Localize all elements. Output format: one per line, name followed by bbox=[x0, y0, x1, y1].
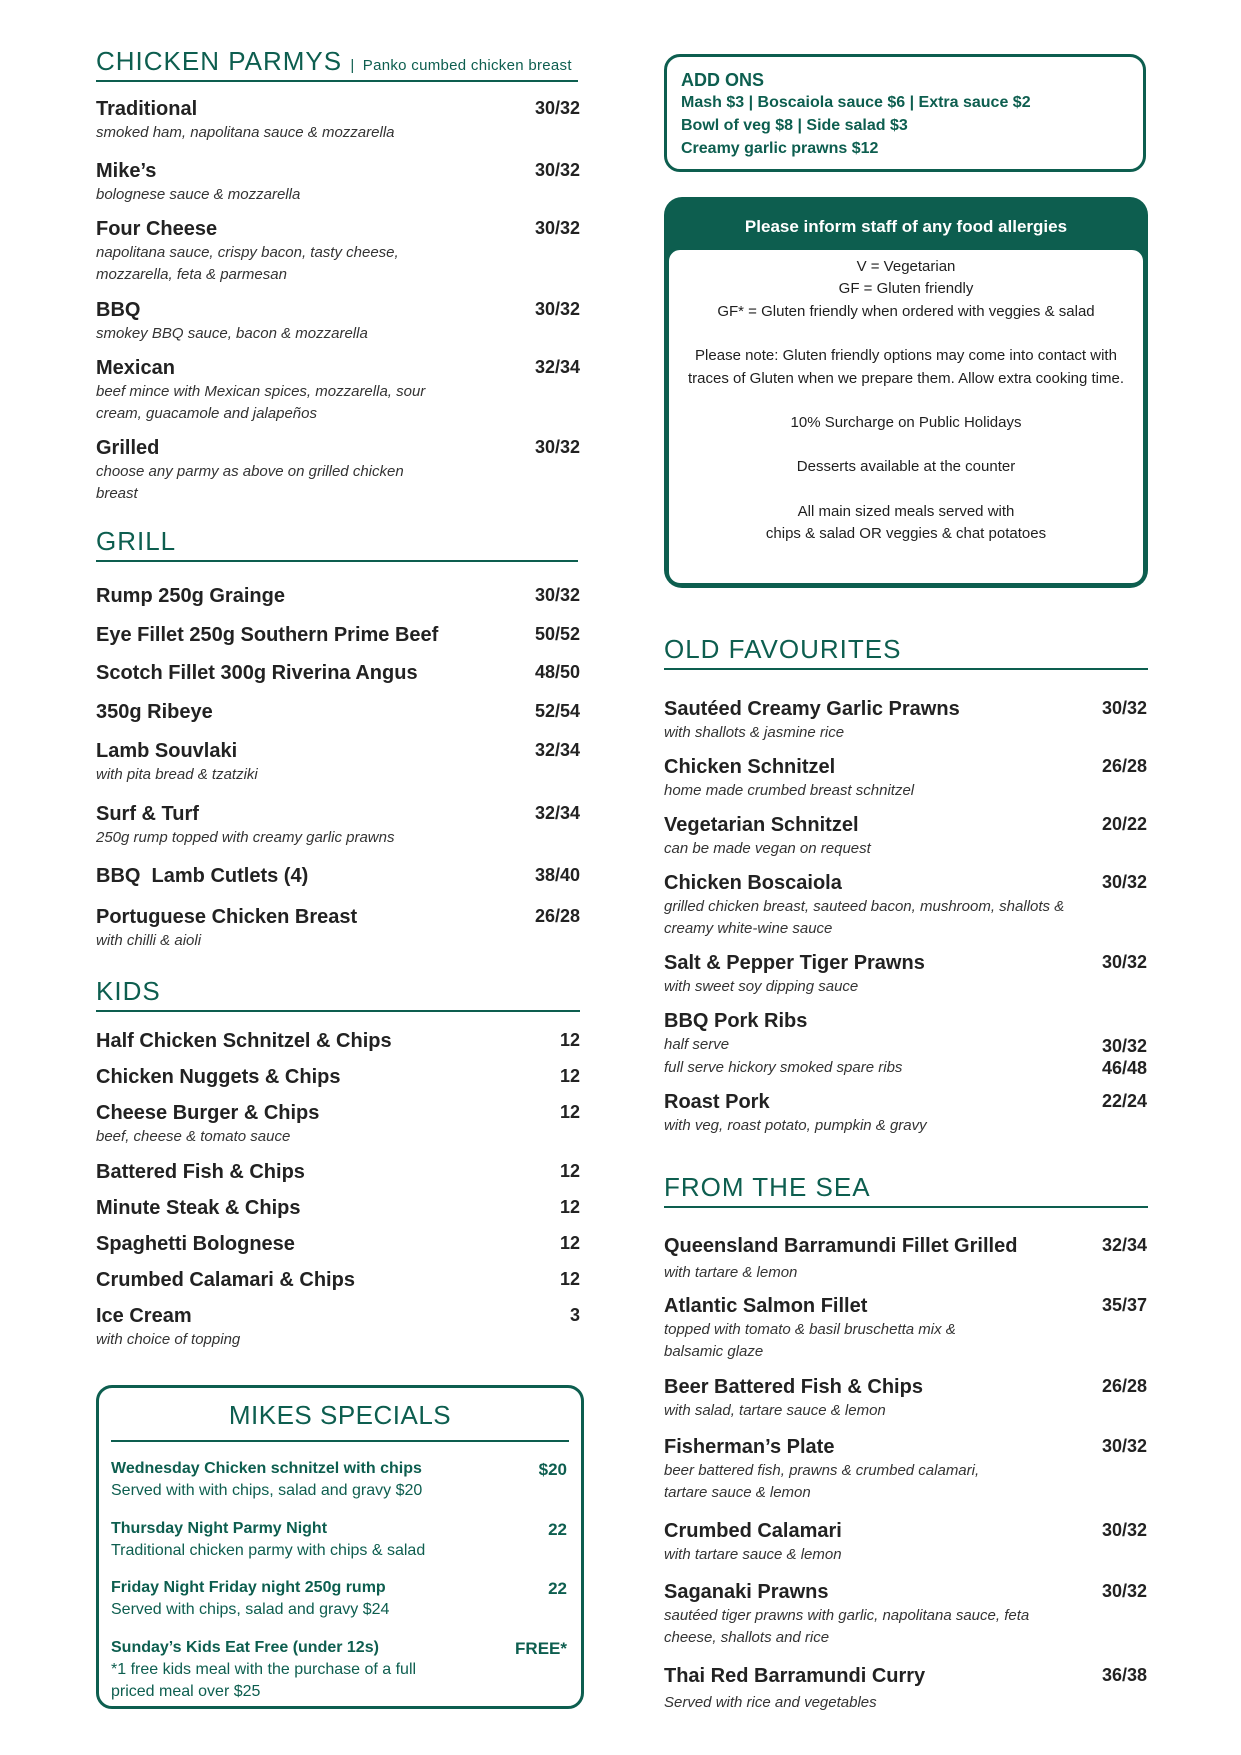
item-price: 12 bbox=[559, 1269, 580, 1289]
item-price: 12 bbox=[559, 1233, 580, 1253]
specials-divider bbox=[111, 1440, 569, 1442]
special-price: FREE* bbox=[515, 1639, 567, 1658]
item-description: grilled chicken breast, sauteed bacon, mushroom, shallots & creamy white-wine sauce bbox=[664, 898, 1065, 937]
menu-item bbox=[96, 739, 580, 786]
item-name: Crumbed Calamari & Chips bbox=[96, 1269, 355, 1291]
special-description: Traditional chicken parmy with chips & salad bbox=[111, 1542, 426, 1559]
item-price: 30/32 bbox=[1101, 698, 1147, 718]
menu-item bbox=[664, 1009, 1147, 1089]
item-price: 26/28 bbox=[1101, 756, 1147, 776]
menu-item bbox=[664, 755, 1147, 802]
item-description: home made crumbed breast schnitzel bbox=[664, 782, 915, 799]
menu-item bbox=[96, 1160, 580, 1184]
special-description: Served with chips, salad and gravy $24 bbox=[111, 1601, 390, 1618]
item-price: 12 bbox=[559, 1102, 580, 1122]
menu-item bbox=[664, 1664, 1147, 1714]
menu-item bbox=[96, 1065, 580, 1089]
menu-item bbox=[96, 864, 580, 888]
menu-item bbox=[96, 298, 580, 345]
addons-line: Mash $3 | Boscaiola sauce $6 | Extra sauce $2 bbox=[681, 94, 1031, 111]
item-name: Saganaki Prawns bbox=[664, 1581, 829, 1603]
item-name: Cheese Burger & Chips bbox=[96, 1102, 320, 1124]
item-name: 350g Ribeye bbox=[96, 701, 213, 723]
special-title: Thursday Night Parmy Night bbox=[111, 1520, 328, 1537]
menu-item bbox=[664, 813, 1147, 860]
special-item bbox=[111, 1518, 567, 1562]
menu-item bbox=[96, 356, 580, 425]
menu-item bbox=[96, 1196, 580, 1220]
item-price: 30/32 bbox=[1101, 872, 1147, 892]
item-name: BBQ Lamb Cutlets (4) bbox=[96, 865, 309, 887]
menu-item bbox=[96, 1101, 580, 1148]
item-description: with salad, tartare sauce & lemon bbox=[664, 1402, 886, 1419]
item-price: 30/32 bbox=[534, 585, 580, 605]
item-name: Chicken Nuggets & Chips bbox=[96, 1066, 341, 1088]
item-price: 32/34 bbox=[1101, 1235, 1147, 1255]
item-description: bolognese sauce & mozzarella bbox=[96, 186, 301, 203]
menu-item bbox=[664, 1580, 1147, 1649]
item-name: BBQ Pork Ribs bbox=[664, 1010, 808, 1032]
section-heading-kids bbox=[96, 976, 580, 1012]
item-name: BBQ bbox=[96, 299, 141, 321]
legend-gluten-friendly-star: GF* = Gluten friendly when ordered with veggies & salad bbox=[717, 302, 1095, 320]
addons-line: Bowl of veg $8 | Side salad $3 bbox=[681, 117, 908, 134]
item-description: with shallots & jasmine rice bbox=[664, 724, 845, 741]
addons-title: ADD ONS bbox=[681, 70, 765, 90]
item-description: with tartare & lemon bbox=[664, 1264, 798, 1281]
item-price: 35/37 bbox=[1101, 1295, 1147, 1315]
allergy-info-box bbox=[664, 197, 1148, 588]
item-name: Mike’s bbox=[96, 160, 157, 182]
item-description: with veg, roast potato, pumpkin & gravy bbox=[664, 1117, 927, 1134]
mikes-specials-box bbox=[96, 1385, 584, 1709]
menu-item bbox=[664, 871, 1147, 940]
item-price: 30/32 bbox=[1101, 1520, 1147, 1540]
item-price: 12 bbox=[559, 1161, 580, 1181]
item-name: Portuguese Chicken Breast bbox=[96, 906, 358, 928]
item-name: Roast Pork bbox=[664, 1091, 770, 1113]
menu-item bbox=[664, 1090, 1147, 1137]
item-description: beef mince with Mexican spices, mozzarella, sour cream, guacamole and jalapeños bbox=[96, 383, 426, 422]
item-name: Spaghetti Bolognese bbox=[96, 1233, 295, 1255]
menu-item bbox=[664, 697, 1147, 744]
item-description: with tartare sauce & lemon bbox=[664, 1546, 842, 1563]
item-price: 26/28 bbox=[534, 906, 580, 926]
item-price: 52/54 bbox=[534, 701, 580, 721]
item-price: 30/32 bbox=[1101, 1581, 1147, 1601]
section-heading-grill bbox=[96, 526, 578, 562]
item-description: choose any parmy as above on grilled chicken breast bbox=[96, 463, 404, 502]
item-name: Battered Fish & Chips bbox=[96, 1161, 305, 1183]
item-name: Sautéed Creamy Garlic Prawns bbox=[664, 698, 960, 720]
item-name: Surf & Turf bbox=[96, 803, 199, 825]
item-name: Queensland Barramundi Fillet Grilled bbox=[664, 1235, 1018, 1257]
item-price: 12 bbox=[559, 1197, 580, 1217]
item-name: Ice Cream bbox=[96, 1305, 192, 1327]
item-name: Mexican bbox=[96, 357, 175, 379]
menu-item bbox=[96, 700, 580, 724]
item-price: 32/34 bbox=[534, 803, 580, 823]
item-name: Salt & Pepper Tiger Prawns bbox=[664, 952, 925, 974]
legend-vegetarian: V = Vegetarian bbox=[856, 258, 956, 275]
item-description: beef, cheese & tomato sauce bbox=[96, 1128, 291, 1145]
item-price: 32/34 bbox=[534, 357, 580, 377]
item-description: with sweet soy dipping sauce bbox=[664, 978, 859, 995]
item-description: with choice of topping bbox=[96, 1331, 241, 1348]
menu-item bbox=[96, 661, 580, 685]
item-price: 32/34 bbox=[534, 740, 580, 760]
menu-item bbox=[96, 159, 580, 206]
item-description: can be made vegan on request bbox=[664, 840, 871, 857]
item-description: topped with tomato & basil bruschetta mix & balsamic glaze bbox=[664, 1321, 956, 1360]
item-price: 30/32 bbox=[1101, 1436, 1147, 1456]
item-description: smoked ham, napolitana sauce & mozzarella bbox=[96, 124, 395, 141]
gluten-note: Please note: Gluten friendly options may come into contact with traces of Gluten when we prepare them. Allow extra cooking time. bbox=[687, 347, 1125, 387]
item-price: 20/22 bbox=[1101, 814, 1147, 834]
special-price: 22 bbox=[548, 1579, 567, 1598]
favourites-title: OLD FAVOURITES bbox=[664, 634, 902, 664]
item-price: 30/32 bbox=[1101, 952, 1147, 972]
item-name: Minute Steak & Chips bbox=[96, 1197, 301, 1219]
menu-item bbox=[96, 1232, 580, 1256]
grill-title: GRILL bbox=[96, 526, 177, 556]
item-price: 30/32 bbox=[534, 98, 580, 118]
item-name: Lamb Souvlaki bbox=[96, 740, 238, 762]
add-ons-box bbox=[664, 54, 1146, 172]
menu-item bbox=[664, 951, 1147, 998]
item-price: 30/32 bbox=[1101, 1036, 1147, 1056]
menu-item bbox=[664, 1435, 1147, 1504]
item-price: 30/32 bbox=[534, 437, 580, 457]
menu-item bbox=[96, 1029, 580, 1053]
item-description: half serve bbox=[664, 1036, 730, 1053]
item-price: 38/40 bbox=[534, 865, 580, 885]
item-price: 30/32 bbox=[534, 218, 580, 238]
parmys-separator: | bbox=[350, 57, 355, 74]
mains-note-line1: All main sized meals served with bbox=[797, 502, 1015, 520]
item-name: Atlantic Salmon Fillet bbox=[664, 1295, 868, 1317]
kids-title: KIDS bbox=[96, 976, 161, 1006]
item-description: Served with rice and vegetables bbox=[664, 1694, 877, 1711]
special-item bbox=[111, 1637, 567, 1703]
menu-item bbox=[664, 1375, 1147, 1422]
sea-title: FROM THE SEA bbox=[664, 1172, 871, 1202]
item-description: 250g rump topped with creamy garlic prawns bbox=[96, 829, 395, 846]
menu-item bbox=[664, 1294, 1147, 1363]
mains-note-line2: chips & salad OR veggies & chat potatoes bbox=[765, 525, 1047, 543]
menu-item bbox=[96, 584, 580, 608]
item-price: 30/32 bbox=[534, 299, 580, 319]
item-name: Traditional bbox=[96, 98, 198, 120]
menu-item bbox=[96, 1268, 580, 1292]
item-description: beer battered fish, prawns & crumbed calamari, tartare sauce & lemon bbox=[664, 1462, 980, 1501]
special-price: 22 bbox=[548, 1520, 567, 1539]
legend-gluten-friendly: GF = Gluten friendly bbox=[838, 280, 974, 298]
parmys-subtitle: Panko cumbed chicken breast bbox=[362, 57, 572, 74]
menu-item bbox=[96, 623, 580, 647]
surcharge-note: 10% Surcharge on Public Holidays bbox=[790, 414, 1022, 432]
item-price: 50/52 bbox=[534, 624, 580, 644]
allergy-details bbox=[666, 247, 1146, 586]
menu-item bbox=[96, 97, 580, 144]
item-price: 48/50 bbox=[534, 662, 580, 682]
item-name: Fisherman’s Plate bbox=[664, 1436, 835, 1458]
item-name: Thai Red Barramundi Curry bbox=[664, 1665, 926, 1687]
item-name: Beer Battered Fish & Chips bbox=[664, 1376, 923, 1398]
item-description: with pita bread & tzatziki bbox=[96, 766, 258, 783]
addons-line: Creamy garlic prawns $12 bbox=[681, 140, 879, 157]
special-title: Wednesday Chicken schnitzel with chips bbox=[111, 1460, 422, 1477]
item-price: 22/24 bbox=[1101, 1091, 1147, 1111]
parmys-title: CHICKEN PARMYS bbox=[96, 46, 343, 76]
special-price: $20 bbox=[538, 1460, 567, 1479]
specials-title: MIKES SPECIALS bbox=[228, 1400, 452, 1430]
item-name: Chicken Schnitzel bbox=[664, 756, 836, 778]
menu-item bbox=[96, 217, 580, 286]
item-name: Scotch Fillet 300g Riverina Angus bbox=[96, 662, 418, 684]
special-item bbox=[111, 1577, 567, 1621]
item-name: Crumbed Calamari bbox=[664, 1520, 842, 1542]
item-name: Rump 250g Grainge bbox=[96, 585, 285, 607]
item-name: Grilled bbox=[96, 437, 160, 459]
section-heading-old-favourites bbox=[664, 634, 1148, 670]
item-description: napolitana sauce, crispy bacon, tasty cheese, mozzarella, feta & parmesan bbox=[96, 244, 399, 283]
item-price: 30/32 bbox=[534, 160, 580, 180]
special-title: Sunday’s Kids Eat Free (under 12s) bbox=[111, 1639, 379, 1656]
item-description: smokey BBQ sauce, bacon & mozzarella bbox=[96, 325, 368, 342]
menu-item bbox=[664, 1519, 1147, 1566]
menu-item bbox=[664, 1234, 1147, 1284]
item-price: 46/48 bbox=[1101, 1058, 1147, 1078]
special-description: *1 free kids meal with the purchase of a full priced meal over $25 bbox=[111, 1661, 417, 1700]
item-price: 3 bbox=[569, 1305, 580, 1325]
item-name: Vegetarian Schnitzel bbox=[664, 814, 859, 836]
menu-item bbox=[96, 1304, 580, 1351]
desserts-note: Desserts available at the counter bbox=[796, 458, 1016, 476]
item-price: 36/38 bbox=[1101, 1665, 1147, 1685]
item-name: Half Chicken Schnitzel & Chips bbox=[96, 1030, 392, 1052]
section-heading-chicken-parmys bbox=[96, 46, 578, 82]
item-description: with chilli & aioli bbox=[96, 932, 202, 949]
item-price: 12 bbox=[559, 1030, 580, 1050]
menu-item bbox=[96, 436, 580, 505]
special-description: Served with with chips, salad and gravy $20 bbox=[111, 1482, 423, 1499]
item-price: 26/28 bbox=[1101, 1376, 1147, 1396]
item-description: sautéed tiger prawns with garlic, napolitana sauce, feta cheese, shallots and rice bbox=[664, 1607, 1030, 1646]
item-description: full serve hickory smoked spare ribs bbox=[664, 1059, 903, 1076]
item-name: Four Cheese bbox=[96, 218, 218, 240]
item-name: Chicken Boscaiola bbox=[664, 872, 842, 894]
section-heading-from-the-sea bbox=[664, 1172, 1148, 1208]
allergy-header: Please inform staff of any food allergies bbox=[744, 217, 1068, 236]
menu-item bbox=[96, 802, 580, 849]
menu-item bbox=[96, 905, 580, 952]
special-item bbox=[111, 1458, 567, 1502]
item-price: 12 bbox=[559, 1066, 580, 1086]
item-name: Eye Fillet 250g Southern Prime Beef bbox=[96, 624, 439, 646]
special-title: Friday Night Friday night 250g rump bbox=[111, 1579, 386, 1596]
